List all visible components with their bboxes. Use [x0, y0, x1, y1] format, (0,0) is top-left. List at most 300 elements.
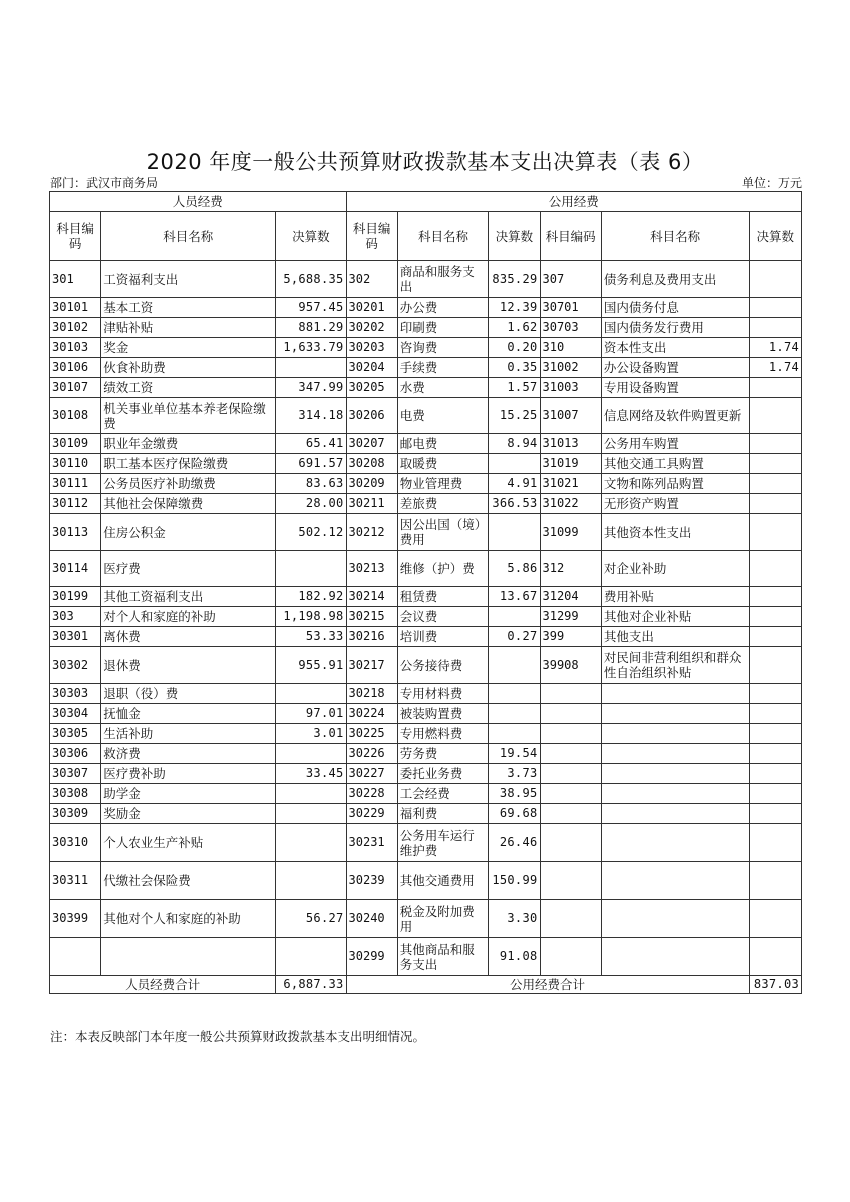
cell-name: 物业管理费 — [397, 474, 488, 494]
cell-code: 30111 — [50, 474, 101, 494]
cell-name: 差旅费 — [397, 494, 488, 514]
cell-code: 30307 — [50, 764, 101, 784]
table-row — [50, 744, 802, 764]
cell-code: 31299 — [540, 607, 601, 627]
cell-name: 对民间非营利组织和群众性自治组织补贴 — [601, 647, 749, 684]
cell-amount — [276, 784, 346, 804]
table-row — [50, 900, 802, 938]
cell-amount — [489, 514, 540, 551]
cell-name: 救济费 — [101, 744, 276, 764]
cell-code: 30231 — [346, 824, 397, 862]
cell-code: 30114 — [50, 551, 101, 587]
table-row — [50, 824, 802, 862]
cell-code: 31019 — [540, 454, 601, 474]
cell-amount — [489, 647, 540, 684]
cell-amount: 881.29 — [276, 318, 346, 338]
cell-amount — [489, 704, 540, 724]
cell-amount: 1.74 — [749, 358, 801, 378]
cell-amount — [276, 824, 346, 862]
cell-name: 医疗费 — [101, 551, 276, 587]
cell-amount — [749, 494, 801, 514]
table-row — [50, 764, 802, 784]
cell-code — [540, 784, 601, 804]
cell-amount: 1.62 — [489, 318, 540, 338]
cell-code: 30103 — [50, 338, 101, 358]
cell-name: 医疗费补助 — [101, 764, 276, 784]
cell-name: 费用补贴 — [601, 587, 749, 607]
cell-code: 30207 — [346, 434, 397, 454]
expenditure-table — [49, 191, 802, 994]
cell-amount: 65.41 — [276, 434, 346, 454]
cell-amount: 957.45 — [276, 298, 346, 318]
cell-name: 劳务费 — [397, 744, 488, 764]
cell-code: 30208 — [346, 454, 397, 474]
cell-name: 其他交通工具购置 — [601, 454, 749, 474]
header-amount: 决算数 — [749, 212, 801, 261]
cell-name: 其他社会保障缴费 — [101, 494, 276, 514]
cell-amount — [489, 454, 540, 474]
header-code: 科目编码 — [50, 212, 101, 261]
cell-name: 水费 — [397, 378, 488, 398]
cell-amount — [276, 684, 346, 704]
cell-name: 信息网络及软件购置更新 — [601, 398, 749, 434]
cell-name: 其他对企业补贴 — [601, 607, 749, 627]
cell-name: 生活补助 — [101, 724, 276, 744]
cell-code: 30217 — [346, 647, 397, 684]
cell-amount — [749, 764, 801, 784]
cell-amount: 33.45 — [276, 764, 346, 784]
cell-code: 30206 — [346, 398, 397, 434]
cell-amount: 691.57 — [276, 454, 346, 474]
cell-amount: 69.68 — [489, 804, 540, 824]
unit-label: 单位：万元 — [741, 176, 802, 190]
cell-code: 30305 — [50, 724, 101, 744]
personnel-total-label: 人员经费合计 — [50, 976, 276, 994]
cell-code: 30212 — [346, 514, 397, 551]
cell-code: 30311 — [50, 862, 101, 900]
cell-code — [540, 938, 601, 976]
cell-name — [601, 862, 749, 900]
cell-code: 30215 — [346, 607, 397, 627]
cell-amount — [749, 804, 801, 824]
cell-name — [601, 938, 749, 976]
cell-name: 取暖费 — [397, 454, 488, 474]
cell-amount: 835.29 — [489, 261, 540, 298]
cell-code: 30101 — [50, 298, 101, 318]
cell-amount — [749, 900, 801, 938]
cell-code: 30110 — [50, 454, 101, 474]
cell-amount — [749, 298, 801, 318]
table-row — [50, 398, 802, 434]
cell-amount: 0.27 — [489, 627, 540, 647]
cell-code: 30703 — [540, 318, 601, 338]
cell-name: 福利费 — [397, 804, 488, 824]
cell-name: 职工基本医疗保险缴费 — [101, 454, 276, 474]
cell-code: 31002 — [540, 358, 601, 378]
header-name: 科目名称 — [397, 212, 488, 261]
cell-amount: 314.18 — [276, 398, 346, 434]
cell-amount: 0.20 — [489, 338, 540, 358]
cell-amount — [749, 318, 801, 338]
cell-name — [601, 900, 749, 938]
cell-code: 31099 — [540, 514, 601, 551]
personnel-total-value: 6,887.33 — [276, 976, 346, 994]
cell-amount — [749, 378, 801, 398]
cell-amount: 1,633.79 — [276, 338, 346, 358]
cell-code: 30302 — [50, 647, 101, 684]
cell-code — [50, 938, 101, 976]
cell-code: 30299 — [346, 938, 397, 976]
cell-name — [101, 938, 276, 976]
cell-amount — [749, 627, 801, 647]
cell-name: 专用材料费 — [397, 684, 488, 704]
cell-name: 专用设备购置 — [601, 378, 749, 398]
cell-amount: 955.91 — [276, 647, 346, 684]
cell-code: 30224 — [346, 704, 397, 724]
cell-code: 30112 — [50, 494, 101, 514]
table-row — [50, 338, 802, 358]
cell-code: 30102 — [50, 318, 101, 338]
cell-amount: 502.12 — [276, 514, 346, 551]
cell-name: 维修（护）费 — [397, 551, 488, 587]
table-row — [50, 358, 802, 378]
cell-name: 绩效工资 — [101, 378, 276, 398]
cell-name: 电费 — [397, 398, 488, 434]
cell-name: 咨询费 — [397, 338, 488, 358]
cell-code: 30701 — [540, 298, 601, 318]
cell-amount — [749, 724, 801, 744]
cell-name: 住房公积金 — [101, 514, 276, 551]
cell-name: 公务用车购置 — [601, 434, 749, 454]
cell-code: 307 — [540, 261, 601, 298]
cell-name: 委托业务费 — [397, 764, 488, 784]
table-row — [50, 804, 802, 824]
totals-row — [50, 976, 802, 994]
cell-code: 30303 — [50, 684, 101, 704]
cell-code — [540, 804, 601, 824]
table-row — [50, 261, 802, 298]
cell-code — [540, 744, 601, 764]
cell-amount: 19.54 — [489, 744, 540, 764]
cell-code: 30216 — [346, 627, 397, 647]
table-row — [50, 454, 802, 474]
cell-amount — [749, 434, 801, 454]
cell-amount: 3.30 — [489, 900, 540, 938]
cell-code: 30239 — [346, 862, 397, 900]
cell-code: 30202 — [346, 318, 397, 338]
cell-name: 税金及附加费用 — [397, 900, 488, 938]
cell-amount: 4.91 — [489, 474, 540, 494]
cell-code: 399 — [540, 627, 601, 647]
cell-amount — [489, 607, 540, 627]
cell-code — [540, 862, 601, 900]
cell-amount: 347.99 — [276, 378, 346, 398]
cell-amount — [749, 607, 801, 627]
cell-amount — [276, 938, 346, 976]
cell-name: 其他对个人和家庭的补助 — [101, 900, 276, 938]
footnote: 注：本表反映部门本年度一般公共预算财政拨款基本支出明细情况。 — [50, 1029, 426, 1044]
cell-amount — [276, 862, 346, 900]
cell-name: 其他商品和服务支出 — [397, 938, 488, 976]
cell-code: 30225 — [346, 724, 397, 744]
cell-amount: 91.08 — [489, 938, 540, 976]
cell-code: 30228 — [346, 784, 397, 804]
cell-name: 公务用车运行维护费 — [397, 824, 488, 862]
cell-name: 津贴补贴 — [101, 318, 276, 338]
cell-code: 30201 — [346, 298, 397, 318]
cell-code — [540, 724, 601, 744]
cell-code: 310 — [540, 338, 601, 358]
cell-amount: 38.95 — [489, 784, 540, 804]
cell-amount — [749, 474, 801, 494]
cell-amount: 1,198.98 — [276, 607, 346, 627]
cell-amount: 0.35 — [489, 358, 540, 378]
cell-code: 30218 — [346, 684, 397, 704]
cell-name: 奖金 — [101, 338, 276, 358]
cell-amount: 97.01 — [276, 704, 346, 724]
cell-code: 30211 — [346, 494, 397, 514]
cell-amount — [749, 704, 801, 724]
cell-name — [601, 684, 749, 704]
table-row — [50, 551, 802, 587]
public-total-label: 公用经费合计 — [346, 976, 749, 994]
cell-name: 债务利息及费用支出 — [601, 261, 749, 298]
cell-name: 资本性支出 — [601, 338, 749, 358]
cell-code: 301 — [50, 261, 101, 298]
cell-amount: 1.57 — [489, 378, 540, 398]
cell-amount: 3.73 — [489, 764, 540, 784]
cell-code: 31007 — [540, 398, 601, 434]
cell-amount — [749, 551, 801, 587]
table-row — [50, 627, 802, 647]
table-row — [50, 587, 802, 607]
header-amount: 决算数 — [276, 212, 346, 261]
cell-code: 30107 — [50, 378, 101, 398]
cell-code: 31022 — [540, 494, 601, 514]
table-row — [50, 378, 802, 398]
header-name: 科目名称 — [101, 212, 276, 261]
cell-amount — [749, 454, 801, 474]
cell-name: 专用燃料费 — [397, 724, 488, 744]
cell-code: 30308 — [50, 784, 101, 804]
cell-code: 30203 — [346, 338, 397, 358]
cell-amount: 13.67 — [489, 587, 540, 607]
cell-amount: 83.63 — [276, 474, 346, 494]
cell-name: 抚恤金 — [101, 704, 276, 724]
cell-amount: 3.01 — [276, 724, 346, 744]
cell-name — [601, 724, 749, 744]
department-label: 部门：武汉市商务局 — [50, 176, 159, 190]
cell-amount — [749, 647, 801, 684]
header-name: 科目名称 — [601, 212, 749, 261]
cell-code: 30199 — [50, 587, 101, 607]
header-amount: 决算数 — [489, 212, 540, 261]
cell-name — [601, 804, 749, 824]
cell-amount — [489, 724, 540, 744]
cell-code: 30301 — [50, 627, 101, 647]
cell-amount — [749, 587, 801, 607]
cell-code: 302 — [346, 261, 397, 298]
cell-code: 30399 — [50, 900, 101, 938]
public-total-value: 837.03 — [749, 976, 801, 994]
cell-name: 国内债务付息 — [601, 298, 749, 318]
cell-amount — [276, 551, 346, 587]
cell-code: 30227 — [346, 764, 397, 784]
cell-name: 会议费 — [397, 607, 488, 627]
cell-name: 公务员医疗补助缴费 — [101, 474, 276, 494]
cell-code: 30209 — [346, 474, 397, 494]
cell-amount — [749, 398, 801, 434]
table-row — [50, 862, 802, 900]
cell-code: 30204 — [346, 358, 397, 378]
cell-code: 30205 — [346, 378, 397, 398]
cell-amount: 8.94 — [489, 434, 540, 454]
cell-amount: 53.33 — [276, 627, 346, 647]
cell-code: 31003 — [540, 378, 601, 398]
cell-amount — [276, 358, 346, 378]
cell-name: 工资福利支出 — [101, 261, 276, 298]
cell-name — [601, 744, 749, 764]
table-row — [50, 938, 802, 976]
table-row — [50, 434, 802, 454]
cell-code — [540, 900, 601, 938]
cell-name: 租赁费 — [397, 587, 488, 607]
cell-amount — [749, 744, 801, 764]
cell-code: 31013 — [540, 434, 601, 454]
cell-name: 伙食补助费 — [101, 358, 276, 378]
cell-name: 因公出国（境）费用 — [397, 514, 488, 551]
cell-amount: 15.25 — [489, 398, 540, 434]
cell-code — [540, 824, 601, 862]
cell-name: 离休费 — [101, 627, 276, 647]
cell-name: 商品和服务支出 — [397, 261, 488, 298]
cell-name: 退休费 — [101, 647, 276, 684]
cell-name: 公务接待费 — [397, 647, 488, 684]
cell-amount: 182.92 — [276, 587, 346, 607]
cell-code: 30226 — [346, 744, 397, 764]
cell-name: 办公费 — [397, 298, 488, 318]
cell-amount — [489, 684, 540, 704]
cell-code — [540, 704, 601, 724]
table-row — [50, 494, 802, 514]
cell-amount: 56.27 — [276, 900, 346, 938]
cell-amount — [276, 804, 346, 824]
cell-name: 助学金 — [101, 784, 276, 804]
cell-name: 机关事业单位基本养老保险缴费 — [101, 398, 276, 434]
cell-amount — [749, 938, 801, 976]
cell-name: 个人农业生产补贴 — [101, 824, 276, 862]
cell-code: 39908 — [540, 647, 601, 684]
cell-amount — [749, 862, 801, 900]
table-row — [50, 514, 802, 551]
cell-amount — [749, 824, 801, 862]
cell-code: 30240 — [346, 900, 397, 938]
cell-code: 30213 — [346, 551, 397, 587]
table-row — [50, 607, 802, 627]
cell-amount: 26.46 — [489, 824, 540, 862]
cell-code: 30229 — [346, 804, 397, 824]
cell-amount: 1.74 — [749, 338, 801, 358]
cell-name: 无形资产购置 — [601, 494, 749, 514]
cell-amount: 366.53 — [489, 494, 540, 514]
cell-amount: 12.39 — [489, 298, 540, 318]
cell-name: 奖励金 — [101, 804, 276, 824]
cell-amount: 5.86 — [489, 551, 540, 587]
table-row — [50, 318, 802, 338]
page-title: 2020 年度一般公共预算财政拨款基本支出决算表（表 6） — [146, 150, 704, 174]
table-row — [50, 684, 802, 704]
section-header-public: 公用经费 — [346, 192, 801, 212]
cell-name: 培训费 — [397, 627, 488, 647]
cell-code: 30310 — [50, 824, 101, 862]
cell-amount — [749, 514, 801, 551]
cell-code: 303 — [50, 607, 101, 627]
cell-name: 代缴社会保险费 — [101, 862, 276, 900]
cell-code: 312 — [540, 551, 601, 587]
cell-code: 30109 — [50, 434, 101, 454]
cell-name: 其他资本性支出 — [601, 514, 749, 551]
cell-code — [540, 684, 601, 704]
table-row — [50, 474, 802, 494]
cell-amount — [749, 784, 801, 804]
table-row — [50, 298, 802, 318]
cell-code — [540, 764, 601, 784]
cell-amount: 5,688.35 — [276, 261, 346, 298]
cell-name — [601, 764, 749, 784]
cell-name — [601, 784, 749, 804]
cell-code: 31204 — [540, 587, 601, 607]
section-header-personnel: 人员经费 — [50, 192, 347, 212]
cell-name: 职业年金缴费 — [101, 434, 276, 454]
cell-code: 30306 — [50, 744, 101, 764]
header-code: 科目编码 — [540, 212, 601, 261]
cell-name: 基本工资 — [101, 298, 276, 318]
cell-code: 31021 — [540, 474, 601, 494]
cell-amount — [749, 261, 801, 298]
cell-name — [601, 824, 749, 862]
cell-name: 手续费 — [397, 358, 488, 378]
cell-amount — [276, 744, 346, 764]
cell-code: 30214 — [346, 587, 397, 607]
table-row — [50, 784, 802, 804]
cell-name: 其他交通费用 — [397, 862, 488, 900]
cell-name — [601, 704, 749, 724]
cell-name: 办公设备购置 — [601, 358, 749, 378]
cell-code: 30106 — [50, 358, 101, 378]
cell-name: 印刷费 — [397, 318, 488, 338]
cell-name: 工会经费 — [397, 784, 488, 804]
cell-name: 其他支出 — [601, 627, 749, 647]
cell-name: 被装购置费 — [397, 704, 488, 724]
table-row — [50, 647, 802, 684]
cell-code: 30304 — [50, 704, 101, 724]
cell-name: 退职（役）费 — [101, 684, 276, 704]
cell-name: 文物和陈列品购置 — [601, 474, 749, 494]
cell-name: 其他工资福利支出 — [101, 587, 276, 607]
cell-name: 国内债务发行费用 — [601, 318, 749, 338]
cell-amount: 28.00 — [276, 494, 346, 514]
cell-name: 对企业补助 — [601, 551, 749, 587]
cell-amount — [749, 684, 801, 704]
table-row — [50, 704, 802, 724]
cell-amount: 150.99 — [489, 862, 540, 900]
cell-name: 对个人和家庭的补助 — [101, 607, 276, 627]
cell-code: 30108 — [50, 398, 101, 434]
header-code: 科目编码 — [346, 212, 397, 261]
cell-code: 30113 — [50, 514, 101, 551]
table-row — [50, 724, 802, 744]
cell-name: 邮电费 — [397, 434, 488, 454]
